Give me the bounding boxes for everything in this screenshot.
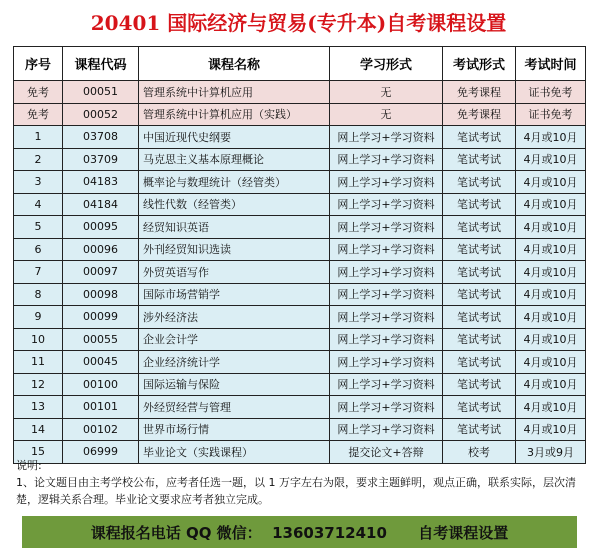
cell-mode: 网上学习+学习资料 bbox=[330, 351, 443, 374]
cell-mode: 网上学习+学习资料 bbox=[330, 306, 443, 329]
cell-name: 毕业论文（实践课程） bbox=[139, 441, 330, 464]
cell-mode: 无 bbox=[330, 81, 443, 104]
cell-time: 证书免考 bbox=[516, 81, 586, 104]
cell-no: 6 bbox=[14, 238, 63, 261]
header-time: 考试时间 bbox=[516, 47, 586, 81]
cell-time: 4月或10月 bbox=[516, 148, 586, 171]
cell-no: 免考 bbox=[14, 103, 63, 126]
cell-name: 概率论与数理统计（经管类） bbox=[139, 171, 330, 194]
cell-name: 国际市场营销学 bbox=[139, 283, 330, 306]
cell-name: 外经贸经营与管理 bbox=[139, 396, 330, 419]
cell-name: 企业经济统计学 bbox=[139, 351, 330, 374]
page-title: 20401 国际经济与贸易(专升本)自考课程设置 bbox=[90, 11, 507, 35]
cell-no: 15 bbox=[14, 441, 63, 464]
cell-exam: 笔试考试 bbox=[443, 193, 516, 216]
cell-mode: 网上学习+学习资料 bbox=[330, 328, 443, 351]
header-no: 序号 bbox=[14, 47, 63, 81]
cell-code: 00051 bbox=[63, 81, 139, 104]
cell-code: 00052 bbox=[63, 103, 139, 126]
cell-exam: 笔试考试 bbox=[443, 171, 516, 194]
table-row bbox=[14, 306, 586, 329]
cell-mode: 网上学习+学习资料 bbox=[330, 216, 443, 239]
cell-code: 04184 bbox=[63, 193, 139, 216]
cell-code: 04183 bbox=[63, 171, 139, 194]
cell-name: 世界市场行情 bbox=[139, 418, 330, 441]
cell-time: 4月或10月 bbox=[516, 238, 586, 261]
cell-no: 2 bbox=[14, 148, 63, 171]
cell-mode: 网上学习+学习资料 bbox=[330, 373, 443, 396]
cell-no: 3 bbox=[14, 171, 63, 194]
cell-code: 03708 bbox=[63, 126, 139, 149]
cell-exam: 免考课程 bbox=[443, 103, 516, 126]
cell-name: 外刊经贸知识选读 bbox=[139, 238, 330, 261]
notes-label: 说明: bbox=[16, 459, 42, 472]
cell-time: 4月或10月 bbox=[516, 306, 586, 329]
cell-mode: 网上学习+学习资料 bbox=[330, 283, 443, 306]
table-row bbox=[14, 351, 586, 374]
table-row bbox=[14, 148, 586, 171]
cell-no: 免考 bbox=[14, 81, 63, 104]
cell-no: 12 bbox=[14, 373, 63, 396]
cell-code: 00102 bbox=[63, 418, 139, 441]
table-row bbox=[14, 216, 586, 239]
cell-exam: 笔试考试 bbox=[443, 238, 516, 261]
cell-time: 4月或10月 bbox=[516, 283, 586, 306]
cell-no: 1 bbox=[14, 126, 63, 149]
table-row bbox=[14, 283, 586, 306]
table-row bbox=[14, 261, 586, 284]
cell-no: 5 bbox=[14, 216, 63, 239]
cell-no: 8 bbox=[14, 283, 63, 306]
cell-mode: 网上学习+学习资料 bbox=[330, 148, 443, 171]
cell-code: 03709 bbox=[63, 148, 139, 171]
cell-mode: 提交论文+答辩 bbox=[330, 441, 443, 464]
cell-mode: 网上学习+学习资料 bbox=[330, 261, 443, 284]
cell-exam: 笔试考试 bbox=[443, 351, 516, 374]
table-row bbox=[14, 396, 586, 419]
cell-time: 4月或10月 bbox=[516, 216, 586, 239]
cell-exam: 笔试考试 bbox=[443, 216, 516, 239]
table-header-row bbox=[14, 47, 586, 81]
cell-name: 线性代数（经管类） bbox=[139, 193, 330, 216]
cell-exam: 笔试考试 bbox=[443, 306, 516, 329]
course-table bbox=[13, 46, 586, 464]
cell-no: 4 bbox=[14, 193, 63, 216]
cell-code: 00101 bbox=[63, 396, 139, 419]
cell-name: 国际运输与保险 bbox=[139, 373, 330, 396]
table-row bbox=[14, 81, 586, 104]
cell-name: 管理系统中计算机应用（实践） bbox=[139, 103, 330, 126]
table-row bbox=[14, 103, 586, 126]
table-row bbox=[14, 193, 586, 216]
cell-time: 4月或10月 bbox=[516, 373, 586, 396]
course-rows bbox=[14, 81, 586, 464]
notes-body: 1、论文题目由主考学校公布，应考者任选一题，以 1 万字左右为限，要求主题鲜明，观点正确，联系实际，层次清楚，逻辑关系合理。毕业论文要求应考者独立完成。 bbox=[16, 476, 576, 506]
header-mode: 学习形式 bbox=[330, 47, 443, 81]
cell-code: 00097 bbox=[63, 261, 139, 284]
cell-code: 00095 bbox=[63, 216, 139, 239]
cell-no: 7 bbox=[14, 261, 63, 284]
cell-code: 00055 bbox=[63, 328, 139, 351]
header-code: 课程代码 bbox=[63, 47, 139, 81]
header-exam: 考试形式 bbox=[443, 47, 516, 81]
cell-mode: 网上学习+学习资料 bbox=[330, 171, 443, 194]
cell-code: 06999 bbox=[63, 441, 139, 464]
cell-time: 4月或10月 bbox=[516, 261, 586, 284]
cell-time: 4月或10月 bbox=[516, 126, 586, 149]
cell-time: 4月或10月 bbox=[516, 396, 586, 419]
cell-mode: 网上学习+学习资料 bbox=[330, 126, 443, 149]
notes bbox=[16, 457, 576, 508]
cell-name: 管理系统中计算机应用 bbox=[139, 81, 330, 104]
cell-mode: 网上学习+学习资料 bbox=[330, 193, 443, 216]
cell-name: 涉外经济法 bbox=[139, 306, 330, 329]
banner-text: 课程报名电话 QQ 微信： 13603712410 自考课程设置 bbox=[90, 523, 509, 542]
cell-code: 00099 bbox=[63, 306, 139, 329]
contact-banner bbox=[22, 516, 577, 548]
cell-name: 马克思主义基本原理概论 bbox=[139, 148, 330, 171]
cell-time: 4月或10月 bbox=[516, 171, 586, 194]
cell-name: 中国近现代史纲要 bbox=[139, 126, 330, 149]
header-name: 课程名称 bbox=[139, 47, 330, 81]
cell-exam: 笔试考试 bbox=[443, 126, 516, 149]
cell-no: 14 bbox=[14, 418, 63, 441]
cell-exam: 校考 bbox=[443, 441, 516, 464]
cell-time: 4月或10月 bbox=[516, 351, 586, 374]
cell-no: 11 bbox=[14, 351, 63, 374]
cell-exam: 笔试考试 bbox=[443, 283, 516, 306]
cell-no: 9 bbox=[14, 306, 63, 329]
cell-time: 证书免考 bbox=[516, 103, 586, 126]
cell-time: 3月或9月 bbox=[516, 441, 586, 464]
table-row bbox=[14, 418, 586, 441]
cell-time: 4月或10月 bbox=[516, 418, 586, 441]
cell-name: 外贸英语写作 bbox=[139, 261, 330, 284]
cell-no: 13 bbox=[14, 396, 63, 419]
cell-mode: 网上学习+学习资料 bbox=[330, 238, 443, 261]
table-row bbox=[14, 171, 586, 194]
cell-exam: 笔试考试 bbox=[443, 261, 516, 284]
cell-code: 00100 bbox=[63, 373, 139, 396]
cell-exam: 笔试考试 bbox=[443, 328, 516, 351]
cell-mode: 无 bbox=[330, 103, 443, 126]
cell-exam: 免考课程 bbox=[443, 81, 516, 104]
table-row bbox=[14, 126, 586, 149]
cell-no: 10 bbox=[14, 328, 63, 351]
table-row bbox=[14, 373, 586, 396]
cell-exam: 笔试考试 bbox=[443, 396, 516, 419]
cell-mode: 网上学习+学习资料 bbox=[330, 418, 443, 441]
cell-code: 00045 bbox=[63, 351, 139, 374]
cell-code: 00096 bbox=[63, 238, 139, 261]
cell-name: 经贸知识英语 bbox=[139, 216, 330, 239]
table-row bbox=[14, 238, 586, 261]
cell-code: 00098 bbox=[63, 283, 139, 306]
table-row bbox=[14, 328, 586, 351]
cell-exam: 笔试考试 bbox=[443, 148, 516, 171]
cell-time: 4月或10月 bbox=[516, 328, 586, 351]
cell-mode: 网上学习+学习资料 bbox=[330, 396, 443, 419]
cell-name: 企业会计学 bbox=[139, 328, 330, 351]
cell-exam: 笔试考试 bbox=[443, 418, 516, 441]
cell-exam: 笔试考试 bbox=[443, 373, 516, 396]
cell-time: 4月或10月 bbox=[516, 193, 586, 216]
